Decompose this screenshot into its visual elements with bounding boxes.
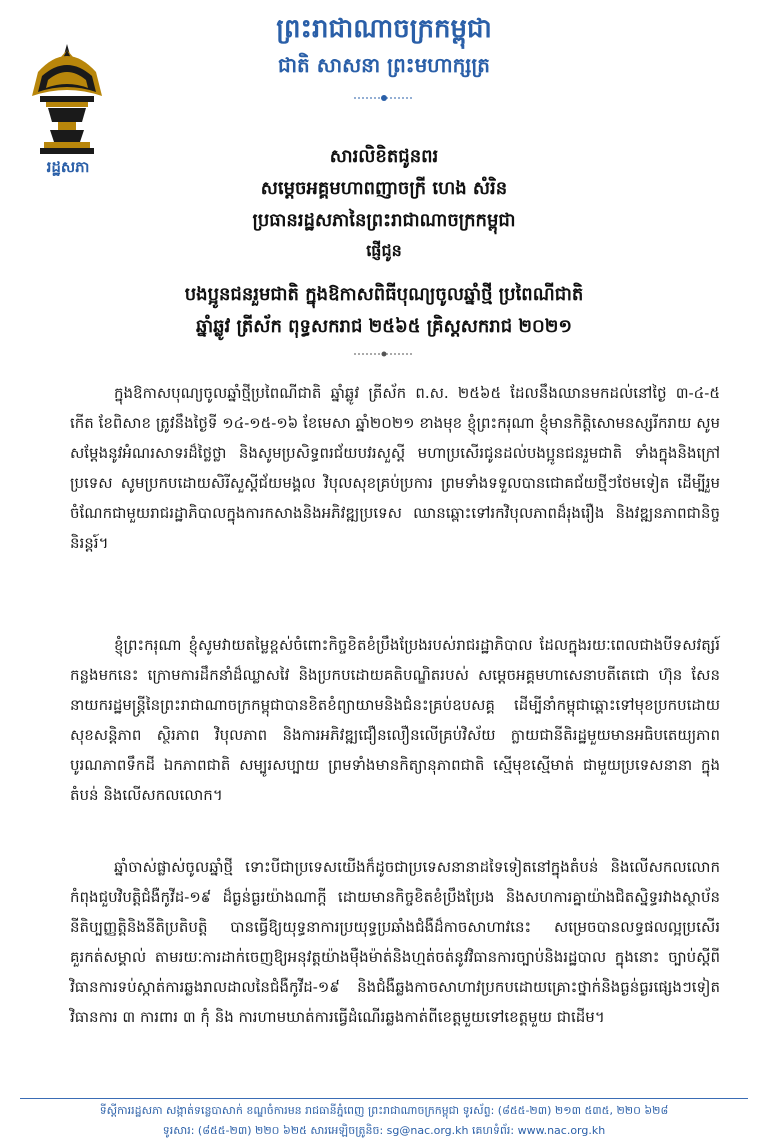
sender-name: សម្តេចអគ្គមហាពញាចក្រី ហេង សំរិន xyxy=(260,178,508,199)
sent-to-label: ផ្ញើជូន xyxy=(366,241,402,260)
body-paragraph-3: ឆ្នាំចាស់ផ្លាស់ចូលឆ្នាំថ្មី ទោះបីជាប្រទេសយើងក៏ដូចជាប្រទេសនានាដទៃទៀតនៅក្នុងតំបន់ និងលើសកលលោកកំពុងជួបវិបត្តិជំងឺកូវីដ-១៩ ដ៏ធ្ងន់ធ្ងរយ៉ាងណាក្តី ដោយមានកិច្ចខិតខំប្រឹងប្រែង និងសហការគ្នាយ៉ាងជិតស្និទ្ធរវាងស្ថាប័ននីតិប្បញ្ញត្តិនិងនីតិប្រតិបត្តិ បានធ្វើឱ្យយុទ្ធនាការប្រយុទ្ធប្រឆាំងជំងឺដ៏កាចសាហាវនេះ សម្រេចបានលទ្ធផលល្អប្រសើរគួរកត់សម្គាល់ តាមរយៈការដាក់ចេញឱ្យអនុវត្តយ៉ាងម៉ឺងម៉ាត់និងហ្មត់ចត់នូវវិធានការច្បាប់និងរដ្ឋបាល ក្នុងនោះ ច្បាប់ស្តីពី វិធានការទប់ស្កាត់ការឆ្លងរាលដាលនៃជំងឺកូវីដ-១៩ និងជំងឺឆ្លងកាចសាហាវប្រកបដោយគ្រោះថ្នាក់និងធ្ងន់ធ្ងរផ្សេងៗទៀត វិធានការ ៣ ការពារ ៣ កុំ និង ការហាមឃាត់ការធ្វើដំណើរឆ្លងកាត់ពីខេត្តមួយទៅខេត្តមួយ ជាដើម។ xyxy=(70,858,720,1026)
divider-ornament-icon xyxy=(354,94,414,102)
emblem-label: រដ្ឋសភា xyxy=(46,158,90,176)
sender-position: ប្រធានរដ្ឋសភានៃព្រះរាជាណាចក្រកម្ពុជា xyxy=(252,210,516,231)
kingdom-heading: ព្រះរាជាណាចក្រកម្ពុជា xyxy=(276,14,492,44)
year-line: ឆ្នាំឆ្លូវ ត្រីស័ក ពុទ្ធសករាជ ២៥៦៥ គ្រិស្តសករាជ ២០២១ xyxy=(195,316,573,337)
footer-address: ទីស្តីការរដ្ឋសភា សង្កាត់ទន្លេបាសាក់ ខណ្ឌចំការមន រាជធានីភ្នំពេញ ព្រះរាជាណាចក្រកម្ពុជា ទូរស័ព្ទ: (៨៥៥-២៣) ២១៣ ៥៣៥, ២២០ ៦២៨ xyxy=(99,1104,669,1117)
recipient-line: បងប្អូនជនរួមជាតិ ក្នុងឱកាសពិធីបុណ្យចូលឆ្នាំថ្មី ប្រពៃណីជាតិ xyxy=(184,284,584,305)
letter-title: សារលិខិតជូនពរ xyxy=(329,146,439,167)
body-paragraph-1: ក្នុងឱកាសបុណ្យចូលឆ្នាំថ្មីប្រពៃណីជាតិ ឆ្នាំឆ្លូវ ត្រីស័ក ព.ស. ២៥៦៥ ដែលនឹងឈានមកដល់នៅថ្ងៃ ៣-៤-៥ កើត ខែពិសាខ ត្រូវនឹងថ្ងៃទី ១៤-១៥-១៦ ខែមេសា ឆ្នាំ២០២១ ខាងមុខ ខ្ញុំព្រះករុណា ខ្ញុំមានកិត្តិសោមនស្សរីករាយ សូមសម្តែងនូវអំណរសាទរដ៏ថ្លៃថ្លា និងសូមប្រសិទ្ធពរជ័យបវរសួស្តី មហាប្រសើរជូនដល់បងប្អូនជនរួមជាតិ ទាំងក្នុងនិងក្រៅប្រទេស សូមប្រកបដោយសិរីសួស្តីជ័យមង្គល វិបុលសុខគ្រប់ប្រការ ព្រមទាំងទទួលបានជោគជ័យថ្មីៗថែមទៀត ដើម្បីរួមចំណែកជាមួយរាជរដ្ឋាភិបាលក្នុងការកសាងនិងអភិវឌ្ឍប្រទេស ឈានឆ្ពោះទៅរកវិបុលភាពដ៏រុងរឿង និងវឌ្ឍនភាពជានិច្ចនិរន្តរ៍។ xyxy=(70,384,720,552)
body-paragraph-2: ខ្ញុំព្រះករុណា ខ្ញុំសូមវាយតម្លៃខ្ពស់ចំពោះកិច្ចខិតខំប្រឹងប្រែងរបស់រាជរដ្ឋាភិបាល ដែលក្នុងរយៈពេលជាងបីទសវត្សរ៍កន្លងមកនេះ ក្រោមការដឹកនាំដ៏ឈ្លាសវៃ និងប្រកបដោយគតិបណ្ឌិតរបស់ សម្តេចអគ្គមហាសេនាបតីតេជោ ហ៊ុន សែន នាយករដ្ឋមន្ត្រីនៃព្រះរាជាណាចក្រកម្ពុជាបានខិតខំព្យាយាមនិងជំនះគ្រប់ឧបសគ្គ ដើម្បីនាំកម្ពុជាឆ្ពោះទៅមុខប្រកបដោយសុខសន្តិភាព ស្ថិរភាព វិបុលភាព និងការអភិវឌ្ឍជឿនលឿនលើគ្រប់វិស័យ ក្លាយជានីតិរដ្ឋមួយមានអធិបតេយ្យភាព បូរណភាពទឹកដី ឯកភាពជាតិ សម្បូរសប្បាយ ព្រមទាំងមានកិត្យានុភាពជាតិ ស្មើមុខស្មើមាត់ ជាមួយប្រទេសនានា ក្នុងតំបន់ និងលើសកលលោក។ xyxy=(70,636,720,804)
footer-contact: ទូរសារ: (៨៥៥-២៣) ២២០ ៦២៥ សារអេឡិចត្រូនិច: sg@nac.org.kh គេហទំព័រ: www.nac.org.kh xyxy=(162,1124,606,1137)
divider-ornament-icon xyxy=(354,350,414,358)
footer-divider xyxy=(20,1098,748,1099)
national-motto: ជាតិ សាសនា ព្រះមហាក្សត្រ xyxy=(278,53,490,77)
